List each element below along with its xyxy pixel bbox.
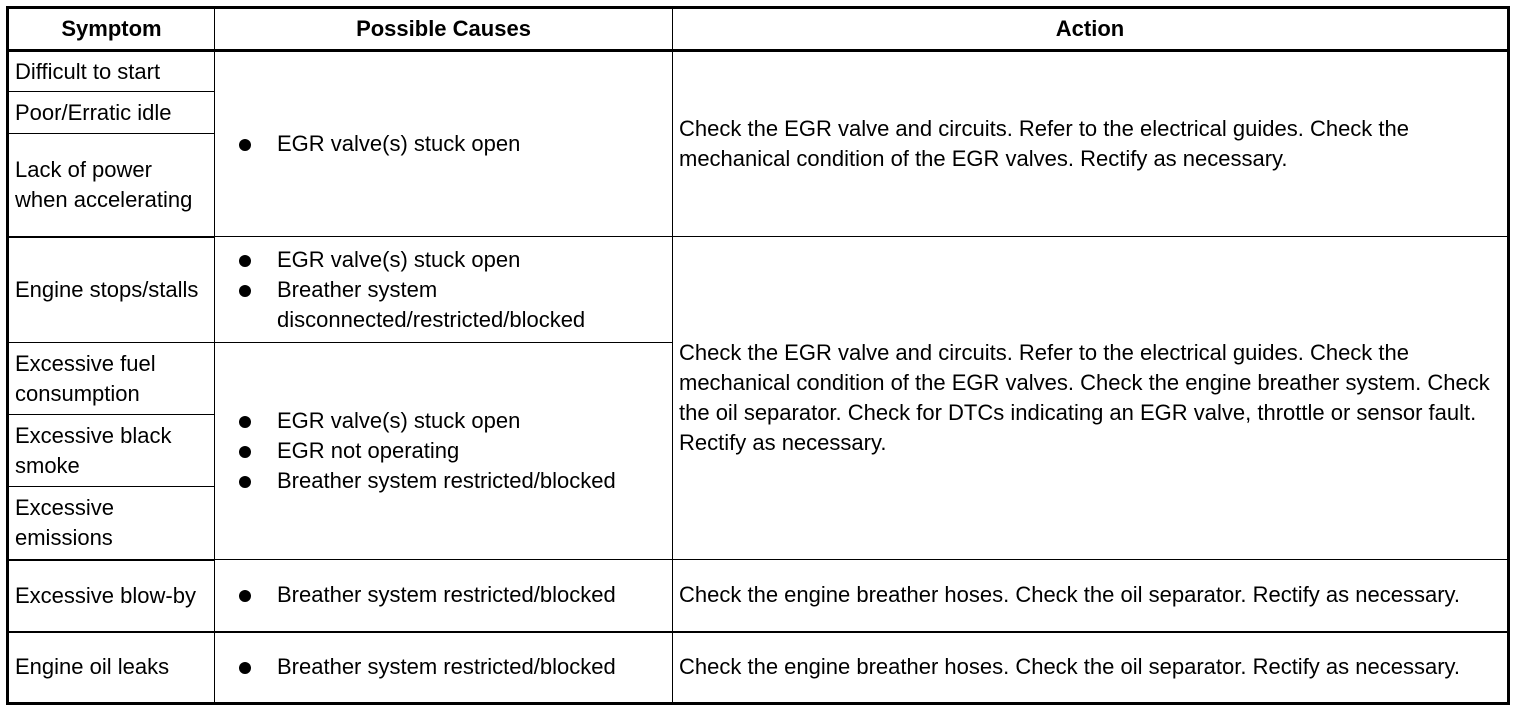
header-action: Action xyxy=(673,8,1509,51)
table-row xyxy=(8,632,1509,704)
action-cell: Check the EGR valve and circuits. Refer to the electrical guides. Check the mechanical condition of the EGR valves. Rectify as necessary. xyxy=(673,51,1509,237)
symptom-cell: Excessive black smoke xyxy=(8,415,215,487)
diagnostic-table xyxy=(6,6,1510,705)
cause-item: EGR valve(s) stuck open xyxy=(239,245,666,275)
cause-item: EGR valve(s) stuck open xyxy=(239,406,666,436)
symptom-cell: Excessive fuel consumption xyxy=(8,343,215,415)
causes-list xyxy=(221,245,666,335)
cause-item: Breather system restricted/blocked xyxy=(239,466,666,496)
bullet-icon xyxy=(239,476,251,488)
symptom-cell: Excessive emissions xyxy=(8,487,215,560)
header-row xyxy=(8,8,1509,51)
bullet-icon xyxy=(239,590,251,602)
table-row xyxy=(8,560,1509,632)
cause-item: Breather system restricted/blocked xyxy=(239,580,666,610)
header-possible-causes: Possible Causes xyxy=(215,8,673,51)
table-row xyxy=(8,51,1509,92)
symptom-cell: Lack of power when accelerating xyxy=(8,134,215,237)
bullet-icon xyxy=(239,255,251,267)
bullet-icon xyxy=(239,139,251,151)
symptom-cell: Engine oil leaks xyxy=(8,632,215,704)
symptom-cell: Engine stops/stalls xyxy=(8,237,215,343)
causes-list xyxy=(221,129,666,159)
symptom-cell: Difficult to start xyxy=(8,51,215,92)
header-symptom: Symptom xyxy=(8,8,215,51)
bullet-icon xyxy=(239,662,251,674)
action-cell: Check the EGR valve and circuits. Refer to the electrical guides. Check the mechanical condition of the EGR valves. Check the engine breather system. Check the oil separator. Check for DTCs indicating an EGR valve, throttle or sensor fault. Rectify as necessary. xyxy=(673,237,1509,560)
causes-list xyxy=(221,652,666,682)
action-cell: Check the engine breather hoses. Check the oil separator. Rectify as necessary. xyxy=(673,632,1509,704)
cause-item: Breather system disconnected/restricted/blocked xyxy=(239,275,666,335)
causes-cell xyxy=(215,51,673,237)
causes-cell xyxy=(215,343,673,560)
action-cell: Check the engine breather hoses. Check the oil separator. Rectify as necessary. xyxy=(673,560,1509,632)
bullet-icon xyxy=(239,285,251,297)
causes-cell xyxy=(215,632,673,704)
symptom-cell: Poor/Erratic idle xyxy=(8,92,215,134)
symptom-cell: Excessive blow-by xyxy=(8,560,215,632)
causes-cell xyxy=(215,237,673,343)
cause-item: EGR valve(s) stuck open xyxy=(239,129,666,159)
causes-cell xyxy=(215,560,673,632)
bullet-icon xyxy=(239,446,251,458)
cause-item: Breather system restricted/blocked xyxy=(239,652,666,682)
bullet-icon xyxy=(239,416,251,428)
causes-list xyxy=(221,580,666,610)
causes-list xyxy=(221,406,666,496)
cause-item: EGR not operating xyxy=(239,436,666,466)
table-row xyxy=(8,237,1509,343)
